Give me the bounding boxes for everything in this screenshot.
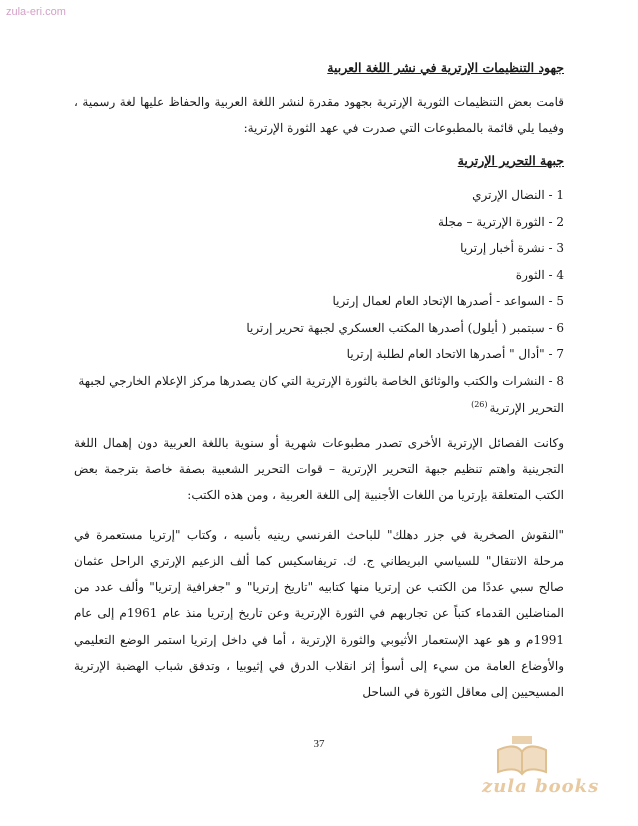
list-item: 2 - الثورة الإرترية – مجلة — [438, 214, 564, 229]
list-item: 6 - سبتمبر ( أيلول) أصدرها المكتب العسكري لجبهة تحرير إرتريا — [246, 320, 564, 335]
list-item-with-footnote — [74, 370, 564, 420]
body-paragraph: وكانت الفصائل الإرترية الأخرى تصدر مطبوعات شهرية أو سنوية باللغة العربية دون إهمال اللغة التجرينية واهتم تنظيم جبهة التحرير الإرترية – قوات التحرير الشعبية بصفة خاصة بترجمة بعض الكتب المتعلقة بإرتريا من اللغات الأجنبية إلى اللغة العربية ، ومن هذه الكتب: — [74, 435, 564, 502]
publications-list — [74, 182, 564, 420]
list-item: 4 - الثورة — [515, 267, 564, 282]
watermark: zula-eri.com — [6, 6, 66, 18]
body-paragraph: "النقوش الصخرية في جزر دهلك" للباحث الفرنسي رينيه بأسيه ، وكتاب "إرتريا مستعمرة في مرحلة الانتقال" للسياسي البريطاني ج. ك. تريفاسكيس كما ألف الزعيم الإرتري الراحل عثمان صالح سبي عددًا من الكتب عن إرتريا منها كتابيه "تاريخ إرتريا" و "جغرافية إرتريا" وألف عدد من المناضلين القدماء كتباً عن تجاربهم في الثورة الإرترية وعن تاريخ إرتريا منذ عام 1961م إلى عام 1991م و هو عهد الإستعمار الأثيوبي والثورة الإرترية ، أما في داخل إرتريا استمر الوضع التعليمي والأوضاع العامة من سيء إلى أسوأ إثر انقلاب الدرق في إثيوبيا ، وتدفق شباب الهضبة الإرترية المسيحيين إلى معاقل الثورة في الساحل — [74, 527, 564, 700]
list-item: 3 - نشرة أخبار إرتريا — [460, 241, 564, 255]
footnote-marker: (26) — [471, 399, 488, 409]
page-number: 37 — [313, 738, 325, 750]
section-title: جبهة التحرير الإرترية — [457, 153, 564, 168]
intro-paragraph: قامت بعض التنظيمات الثورية الإرترية بجهود مقدرة لنشر اللغة العربية والحفاظ عليها لغة رسمية ، وفيما يلي قائمة بالمطبوعات التي صدرت في عهد الثورة الإرترية: — [74, 95, 564, 135]
document-page — [74, 60, 564, 706]
book-logo-icon — [458, 730, 588, 810]
list-item: 5 - السواعد - أصدرها الإتحاد العام لعمال إرتريا — [332, 294, 564, 308]
page-title: جهود التنظيمات الإرترية في نشر اللغة العربية — [327, 60, 564, 75]
list-item: 7 - "أدال " أصدرها الاتحاد العام لطلبة إرتريا — [346, 347, 564, 361]
list-item: 1 - النضال الإرتري — [472, 188, 564, 202]
list-item-text: 8 - النشرات والكتب والوثائق الخاصة بالثورة الإرترية التي كان يصدرها مركز الإعلام الخارجي لجبهة التحرير الإرترية — [78, 373, 564, 415]
logo-text: zula books — [482, 776, 600, 797]
